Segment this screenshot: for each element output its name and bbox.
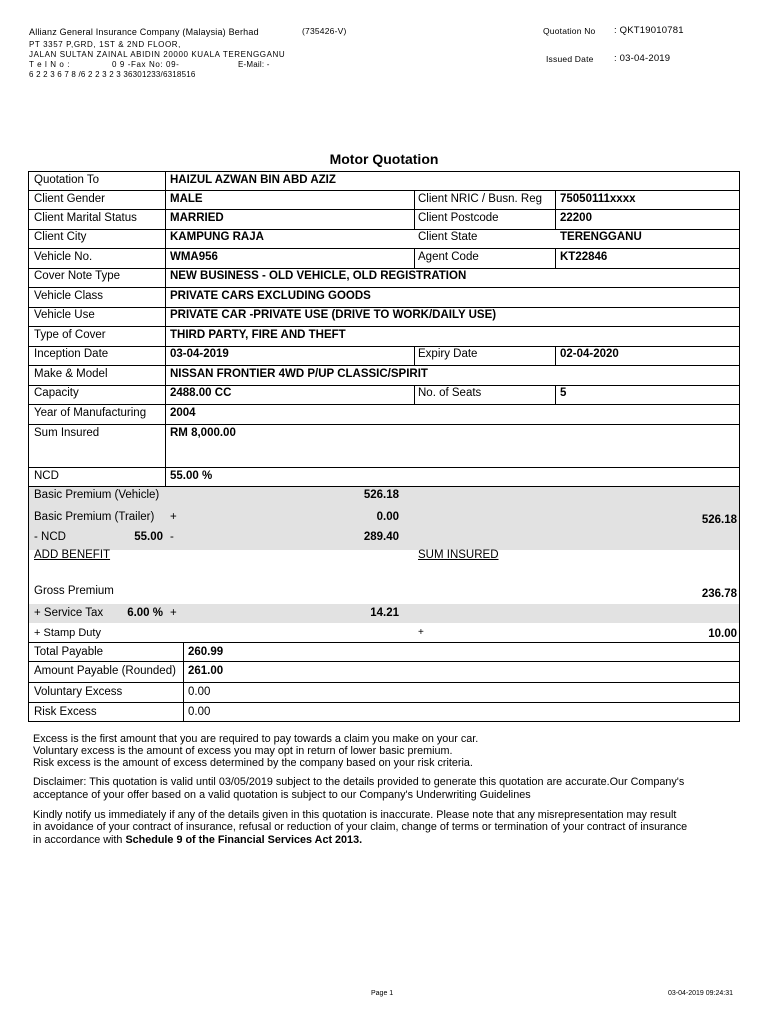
address-line-1: PT 3357 P,GRD, 1ST & 2ND FLOOR, [29,40,181,49]
notify-line-3 [33,834,362,847]
amount-rounded-value: 261.00 [188,665,224,677]
tel-label: T e l N o : [29,60,71,69]
vehicle-use-value: PRIVATE CAR -PRIVATE USE (DRIVE TO WORK/DAILY USE) [170,309,497,321]
inception-date-value: 03-04-2019 [170,348,229,360]
expiry-date-label: Expiry Date [418,348,478,360]
basic-premium-trailer-value: 0.00 [376,511,399,523]
disclaimer-line-1: Disclaimer: This quotation is valid until 03/05/2019 subject to the details provided to generate this quotation are accurate.Our Company's [33,776,685,788]
ncd-label: NCD [34,470,59,482]
service-tax-percentage: 6.00 % [127,607,163,619]
basic-premium-total: 526.18 [701,514,737,526]
stamp-duty-plus: + [418,627,424,638]
notify-line-3-prefix: in accordance with [33,834,123,846]
agent-code-label: Agent Code [418,251,479,263]
company-reg: (735426-V) [302,26,347,36]
gross-premium-label: Gross Premium [34,585,114,597]
phone-numbers: 6 2 2 3 6 7 8 /6 2 2 3 2 3 36301233/6318516 [29,70,196,79]
seats-value: 5 [560,387,567,399]
client-gender-label: Client Gender [34,193,105,205]
issued-date-label: Issued Date [546,54,594,64]
basic-premium-trailer-label: Basic Premium (Trailer) [34,511,155,523]
notify-line-2: in avoidance of your contract of insurance, refusal or reduction of your claim, change of terms or termination of your contract of insurance [33,821,688,833]
financial-services-act-reference: Schedule 9 of the Financial Services Act 2013. [125,834,363,846]
service-tax-plus: + [170,607,177,619]
make-model-label: Make & Model [34,368,108,380]
document-title: Motor Quotation [329,151,439,167]
stamp-duty-value: 10.00 [708,628,737,640]
marital-status-label: Client Marital Status [34,212,137,224]
year-label: Year of Manufacturing [34,407,147,419]
year-value: 2004 [170,407,196,419]
ncd-value: 55.00 % [170,470,213,482]
vehicle-no-label: Vehicle No. [34,251,93,263]
sum-insured-label: Sum Insured [34,427,100,439]
sum-insured-value: RM 8,000.00 [170,427,236,439]
quotation-no-value: : QKT19010781 [614,25,684,36]
client-gender-value: MALE [170,193,203,205]
seats-label: No. of Seats [418,387,482,399]
agent-code-value: KT22846 [560,251,608,263]
add-benefit-header: ADD BENEFIT [34,549,111,561]
cover-note-label: Cover Note Type [34,270,121,282]
page-number: Page 1 [371,990,394,997]
capacity-label: Capacity [34,387,79,399]
risk-excess-value: 0.00 [188,706,211,718]
client-state-label: Client State [418,231,478,243]
make-model-value: NISSAN FRONTIER 4WD P/UP CLASSIC/SPIRIT [170,368,428,380]
postcode-label: Client Postcode [418,212,499,224]
disclaimer-line-2: acceptance of your offer based on a valid quotation is subject to our Company's Underwriting Guidelines [33,789,531,801]
total-payable-label: Total Payable [34,646,104,658]
client-nric-value: 75050111xxxx [560,193,636,205]
tel-fax: 0 9 -Fax No: 09- [112,60,180,69]
cover-note-value: NEW BUSINESS - OLD VEHICLE, OLD REGISTRATION [170,270,467,282]
print-timestamp: 03-04-2019 09:24:31 [668,990,733,997]
client-city-value: KAMPUNG RAJA [170,231,264,243]
plus-sign: + [170,511,177,523]
minus-sign: - [170,531,174,543]
ncd-percentage: 55.00 [134,531,163,543]
ncd-deduction-label: - NCD [34,531,66,543]
quotation-to-label: Quotation To [34,174,100,186]
ncd-amount: 289.40 [363,531,399,543]
client-city-label: Client City [34,231,87,243]
basic-premium-vehicle-label: Basic Premium (Vehicle) [34,489,160,501]
vehicle-class-value: PRIVATE CARS EXCLUDING GOODS [170,290,371,302]
client-state-value: TERENGGANU [560,231,642,243]
email-label: E-Mail: - [238,60,270,69]
voluntary-excess-label: Voluntary Excess [34,686,123,698]
amount-rounded-label: Amount Payable (Rounded) [34,665,176,677]
cover-type-value: THIRD PARTY, FIRE AND THEFT [170,329,346,341]
excess-note-2: Voluntary excess is the amount of excess you may opt in return of lower basic premium. [33,745,453,757]
marital-status-value: MARRIED [170,212,224,224]
gross-premium-value: 236.78 [701,588,737,600]
notify-line-1: Kindly notify us immediately if any of the details given in this quotation is inaccurate. Please note that any misrepresentation may result [33,809,677,821]
vehicle-no-value: WMA956 [170,251,218,263]
inception-date-label: Inception Date [34,348,109,360]
vehicle-use-label: Vehicle Use [34,309,95,321]
service-tax-label: + Service Tax [34,607,104,619]
expiry-date-value: 02-04-2020 [560,348,619,360]
company-name: Allianz General Insurance Company (Malaysia) Berhad [29,27,259,37]
postcode-value: 22200 [560,212,592,224]
quotation-no-label: Quotation No [543,26,596,36]
voluntary-excess-value: 0.00 [188,686,211,698]
client-nric-label: Client NRIC / Busn. Reg [418,193,542,205]
quotation-table [28,171,740,722]
quotation-to-value: HAIZUL AZWAN BIN ABD AZIZ [170,174,336,186]
address-line-2: JALAN SULTAN ZAINAL ABIDIN 20000 KUALA TERENGGANU [29,50,286,59]
vehicle-class-label: Vehicle Class [34,290,104,302]
sum-insured-column-header: SUM INSURED [418,549,499,561]
risk-excess-label: Risk Excess [34,706,97,718]
issued-date-value: : 03-04-2019 [614,53,671,64]
cover-type-label: Type of Cover [34,329,106,341]
basic-premium-vehicle-value: 526.18 [363,489,399,501]
total-payable-value: 260.99 [188,646,224,658]
capacity-value: 2488.00 CC [170,387,232,399]
stamp-duty-label: + Stamp Duty [34,627,101,639]
excess-note-3: Risk excess is the amount of excess determined by the company based on your risk criteria. [33,757,473,769]
service-tax-value: 14.21 [370,607,399,619]
excess-note-1: Excess is the first amount that you are required to pay towards a claim you make on your car. [33,733,479,745]
